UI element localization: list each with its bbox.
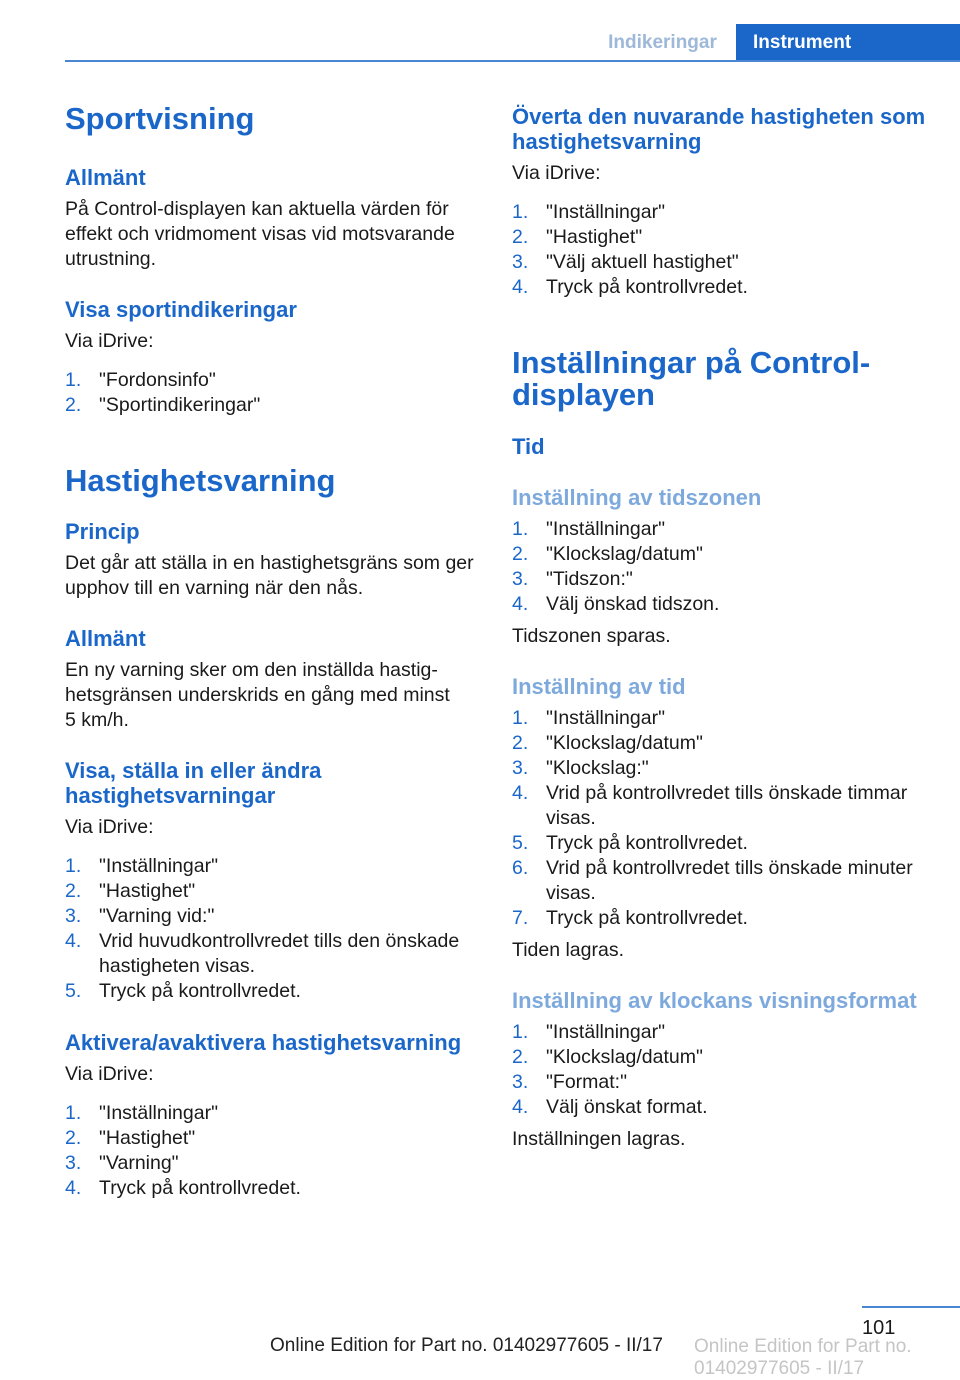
watermark: Online Edition for Part no. 01402977605 - II/17 [694, 1336, 912, 1379]
steps-visa-hastighetsvarningar [65, 854, 485, 1004]
list-item [512, 250, 932, 275]
list-item-text: "Inställningar" [546, 518, 665, 540]
list-item-text: "Fordonsinfo" [99, 369, 216, 391]
list-item [512, 906, 932, 931]
list-item [65, 368, 485, 393]
list-item-number: 2. [65, 880, 82, 902]
list-item-text: "Sportindikeringar" [99, 394, 261, 416]
list-item-number: 1. [512, 518, 529, 540]
list-item [512, 781, 932, 831]
list-item-number: 6. [512, 857, 529, 879]
list-item-text: "Hastighet" [546, 226, 643, 248]
warning-general-line-1: En ny varning sker om den inställda hastig‐ [65, 659, 438, 681]
heading-visa-stalla-in: Visa, ställa in eller ändra hastighetsvarningar [65, 758, 322, 808]
list-item-text: "Inställningar" [546, 707, 665, 729]
steps-sportindikeringar [65, 368, 485, 418]
list-item-text: "Klockslag/datum" [546, 1046, 703, 1068]
heading-sportvisning: Sportvisning [65, 101, 255, 136]
paragraph-via-idrive: Via iDrive: [65, 330, 154, 352]
footer-edition: Online Edition for Part no. 01402977605 - II/17 [270, 1335, 663, 1356]
list-item [512, 1020, 932, 1045]
warning-general-line-3: 5 km/h. [65, 709, 129, 731]
list-item-text: "Hastighet" [99, 880, 196, 902]
page-number: 101 [862, 1317, 896, 1339]
heading-installningar-control-displayen: Inställningar på Control‐displayen [512, 345, 871, 412]
paragraph-format-result: Inställningen lagras. [512, 1128, 686, 1150]
list-item [512, 756, 932, 781]
heading-installning-tidszonen: Inställning av tidszonen [512, 485, 762, 510]
list-item [512, 1045, 932, 1070]
list-item [65, 1151, 485, 1176]
list-item-number: 2. [512, 226, 529, 248]
header-rule [65, 60, 960, 62]
list-item [512, 1070, 932, 1095]
list-item-number: 3. [512, 251, 529, 273]
list-item-text: "Varning vid:" [99, 905, 215, 927]
list-item-number: 4. [512, 276, 529, 298]
list-item [65, 904, 485, 929]
list-item-number: 1. [512, 707, 529, 729]
heading-princip: Princip [65, 519, 140, 544]
list-item [512, 592, 932, 617]
steps-overta-hastighet [512, 200, 932, 300]
heading-visa-sportindikeringar: Visa sportindikeringar [65, 297, 297, 322]
list-item-number: 5. [65, 980, 82, 1002]
list-item-text: Tryck på kontrollvredet. [546, 907, 748, 929]
list-item-number: 1. [512, 1021, 529, 1043]
list-item [512, 731, 932, 756]
list-item-text: "Klockslag:" [546, 757, 649, 779]
warning-general-line-2: hetsgränsen underskrids en gång med minst [65, 684, 450, 706]
list-item-text: "Inställningar" [546, 1021, 665, 1043]
paragraph-via-idrive-4: Via iDrive: [512, 162, 601, 184]
list-item [65, 854, 485, 879]
list-item [65, 879, 485, 904]
header-tab-instrument: Instrument [736, 24, 960, 61]
list-item-text: Tryck på kontrollvredet. [546, 276, 748, 298]
list-item-number: 1. [65, 1102, 82, 1124]
list-item-text: "Tidszon:" [546, 568, 633, 590]
list-item-text: "Format:" [546, 1071, 628, 1093]
heading-allmant-2: Allmänt [65, 626, 146, 651]
steps-aktivera-hastighetsvarning [65, 1101, 485, 1201]
header-tab-indikeringar: Indikeringar [608, 32, 717, 53]
paragraph-via-idrive-3: Via iDrive: [65, 1063, 154, 1085]
paragraph-tid-result: Tiden lagras. [512, 939, 625, 961]
list-item-text: Tryck på kontrollvredet. [546, 832, 748, 854]
paragraph-warning-general [65, 658, 485, 733]
list-item [65, 979, 485, 1004]
heading-tid: Tid [512, 434, 545, 459]
list-item-number: 5. [512, 832, 529, 854]
list-item [512, 856, 932, 906]
list-item-number: 3. [512, 757, 529, 779]
paragraph-sport-general: På Control-displayen kan aktuella värden för effekt och vridmoment visas vid motsvarande utrustning. [65, 198, 455, 270]
list-item-text: Vrid på kontrollvredet tills önskade minuter visas. [546, 857, 913, 904]
list-item-number: 2. [65, 1127, 82, 1149]
list-item-text: "Inställningar" [99, 855, 218, 877]
heading-aktivera-avaktivera: Aktivera/avaktivera hastighetsvarning [65, 1030, 462, 1055]
list-item-text: Vrid på kontrollvredet tills önskade timmar visas. [546, 782, 908, 829]
list-item-number: 4. [65, 1177, 82, 1199]
list-item [512, 225, 932, 250]
list-item-number: 3. [512, 568, 529, 590]
list-item [512, 706, 932, 731]
list-item-number: 1. [65, 369, 82, 391]
page-header [0, 24, 960, 62]
paragraph-princip: Det går att ställa in en hastighetsgräns som ger upphov till en varning när den nås. [65, 552, 474, 599]
list-item [512, 517, 932, 542]
steps-installning-tid [512, 706, 932, 931]
list-item-text: "Klockslag/datum" [546, 543, 703, 565]
list-item-text: Välj önskad tidszon. [546, 593, 720, 615]
heading-installning-tid: Inställning av tid [512, 674, 686, 699]
list-item-number: 1. [65, 855, 82, 877]
list-item [512, 831, 932, 856]
list-item [65, 1101, 485, 1126]
list-item [512, 200, 932, 225]
heading-hastighetsvarning: Hastighetsvarning [65, 463, 336, 498]
list-item-number: 3. [512, 1071, 529, 1093]
steps-visningsformat [512, 1020, 932, 1120]
list-item-number: 3. [65, 1152, 82, 1174]
paragraph-via-idrive-2: Via iDrive: [65, 816, 154, 838]
heading-allmant: Allmänt [65, 165, 146, 190]
list-item-number: 4. [65, 930, 82, 952]
list-item [65, 393, 485, 418]
list-item-text: "Klockslag/datum" [546, 732, 703, 754]
list-item [512, 567, 932, 592]
list-item-text: "Inställningar" [546, 201, 665, 223]
list-item [512, 275, 932, 300]
list-item-number: 4. [512, 593, 529, 615]
list-item-text: Vrid huvudkontrollvredet tills den önskade hastigheten visas. [99, 930, 460, 977]
list-item-text: "Välj aktuell hastighet" [546, 251, 739, 273]
list-item-number: 2. [65, 394, 82, 416]
list-item [65, 1126, 485, 1151]
list-item-number: 1. [512, 201, 529, 223]
list-item-number: 2. [512, 543, 529, 565]
heading-overta-hastighet: Överta den nuvarande hastigheten som hastighetsvarning [512, 104, 926, 154]
list-item-text: "Varning" [99, 1152, 179, 1174]
footer-rule [862, 1306, 960, 1308]
list-item-number: 2. [512, 732, 529, 754]
steps-tidszon [512, 517, 932, 617]
list-item-text: Välj önskat format. [546, 1096, 708, 1118]
list-item-number: 2. [512, 1046, 529, 1068]
paragraph-tidszon-result: Tidszonen sparas. [512, 625, 671, 647]
list-item [65, 1176, 485, 1201]
list-item-number: 4. [512, 782, 529, 804]
list-item [512, 542, 932, 567]
list-item-number: 7. [512, 907, 529, 929]
right-column [512, 96, 932, 1152]
list-item [512, 1095, 932, 1120]
heading-visningsformat: Inställning av klockans visningsformat [512, 988, 917, 1013]
list-item-number: 3. [65, 905, 82, 927]
list-item-text: Tryck på kontrollvredet. [99, 1177, 301, 1199]
list-item-text: Tryck på kontrollvredet. [99, 980, 301, 1002]
list-item [65, 929, 485, 979]
list-item-number: 4. [512, 1096, 529, 1118]
list-item-text: "Inställningar" [99, 1102, 218, 1124]
left-column [65, 96, 485, 1201]
list-item-text: "Hastighet" [99, 1127, 196, 1149]
